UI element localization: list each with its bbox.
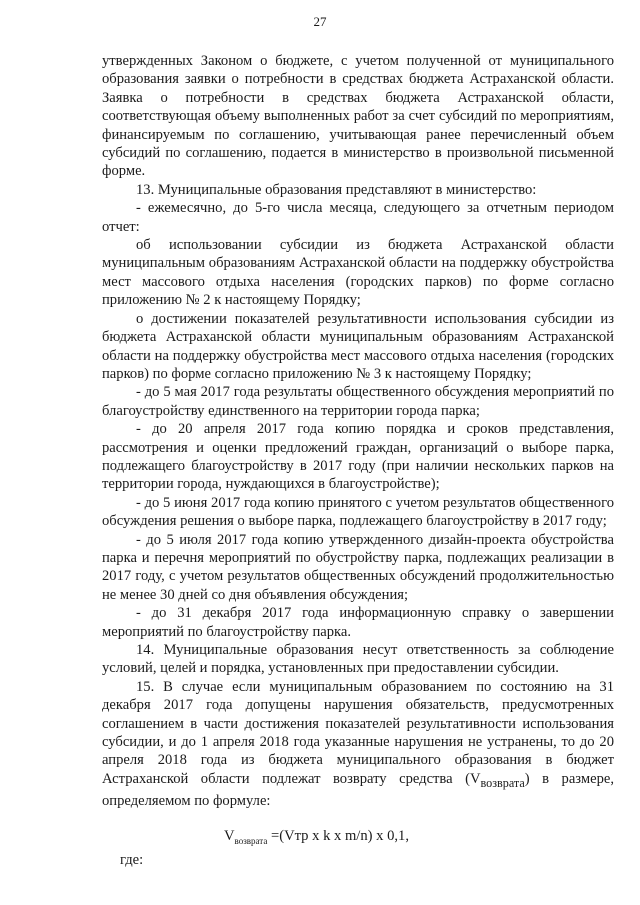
paragraph-15-text: 15. В случае если муниципальным образованием по состоянию на 31 декабря 2017 года допущены нарушения обязательств, предусмотренных соглашением в части достижения показателей результативности использования субсидии, и до 1 апреля 2018 года указанные нарушения не устранены, то до 20 апреля 2018 года из бюджета муниципального образования в бюджет Астраханской области подлежат возврату средства (V [102, 678, 614, 787]
formula-variable: V [224, 827, 235, 844]
formula-expression: =(Vтр x k x m/n) x 0,1, [267, 827, 410, 844]
paragraph: об использовании субсидии из бюджета Астраханской области муниципальным образованиям Астраханской области на поддержку обустройства мест массового отдыха населения (городских парков) по форме согласно приложению № 2 к настоящему Порядку; [102, 237, 614, 309]
paragraph: 14. Муниципальные образования несут ответственность за соблюдение условий, целей и порядка, установленных при предоставлении субсидии. [102, 642, 614, 677]
paragraph: - до 20 апреля 2017 года копию порядка и сроков представления, рассмотрения и оценки предложений граждан, организаций о выборе парка, подлежащего благоустройству в 2017 году (при наличии нескольких парков на территории города, нуждающихся в благоустройстве); [102, 421, 614, 493]
where-label: где: [120, 851, 144, 868]
formula-subscript: возврата [234, 835, 268, 846]
formula [102, 827, 614, 845]
paragraph-15 [102, 678, 614, 811]
paragraph: 13. Муниципальные образования представляют в министерство: [136, 181, 537, 198]
paragraph: - до 31 декабря 2017 года информационную справку о завершении мероприятий по благоустройству парка. [102, 605, 614, 640]
page-number: 27 [313, 14, 327, 29]
paragraph: - до 5 мая 2017 года результаты общественного обсуждения мероприятий по благоустройству единственного на территории города парка; [102, 384, 614, 419]
subscript: возврата [480, 775, 525, 790]
paragraph-15-text-end: ) в размере, определяемом по формуле: [102, 770, 614, 810]
paragraph: о достижении показателей результативности использования субсидии из бюджета Астраханской области муниципальным образованиям Астраханской области на поддержку обустройства мест массового отдыха населения (городских парков) по форме согласно приложению № 3 к настоящему Порядку; [102, 310, 614, 382]
paragraph: - до 5 июля 2017 года копию утвержденного дизайн-проекта обустройства парка и перечня мероприятий по обустройству парка, подлежащих реализации в 2017 году, с учетом результатов общественных обсуждений продолжительностью не менее 30 дней со дня объявления обсуждения; [102, 531, 614, 603]
paragraph: - ежемесячно, до 5-го числа месяца, следующего за отчетным периодом отчет: [102, 200, 614, 235]
document-body [102, 52, 614, 869]
paragraph: утвержденных Законом о бюджете, с учетом полученной от муниципального образования заявки о потребности в средствах бюджета Астраханской области. Заявка о потребности в средствах бюджета Астраханской области, соответствующая объему выполненных работ за счет субсидий по мероприятиям, финансируемым по соглашению, учитывающая ранее перечисленный объем субсидий по соглашению, подается в министерство в произвольной письменной форме. [102, 53, 614, 180]
paragraph: - до 5 июня 2017 года копию принятого с учетом результатов общественного обсуждения решения о выборе парка, подлежащего благоустройству в 2017 году; [102, 494, 614, 530]
